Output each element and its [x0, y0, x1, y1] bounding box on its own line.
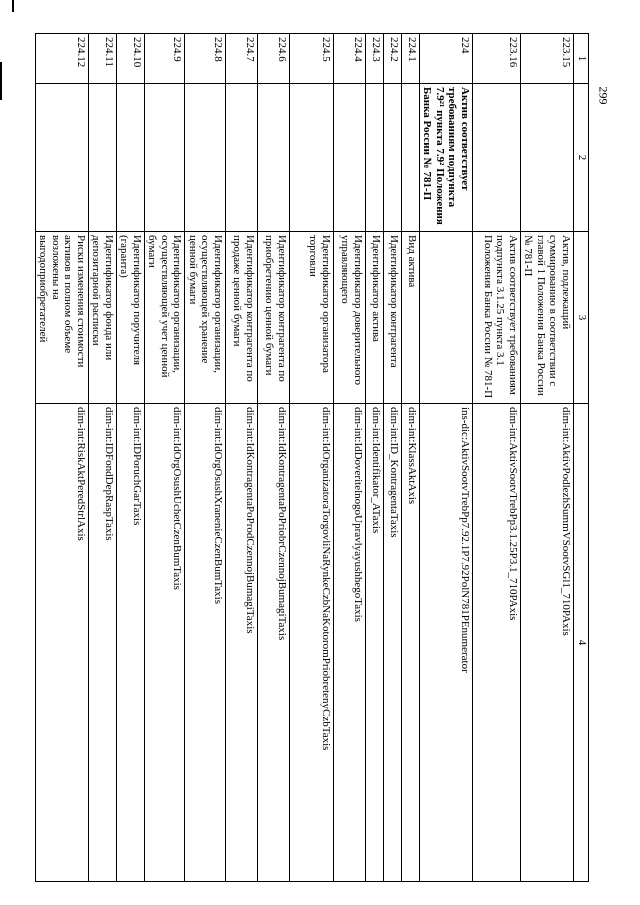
table-cell-col2: Актив соответствует требованиям подпункта 7.9²¹ пункта 7.9² Положения Банка России № 781-П [420, 84, 473, 232]
table-row [36, 34, 89, 882]
table-cell-col1: 224.11 [89, 34, 117, 84]
table-cell-col2 [384, 84, 402, 232]
table-cell-col1: 224.1 [402, 34, 420, 84]
table-cell-col3: Идентификатор контрагента по продаже ценной бумаги [226, 232, 258, 404]
table-row [384, 34, 402, 882]
table-cell-col1: 224.9 [145, 34, 186, 84]
table-cell-col3 [420, 232, 473, 404]
table-cell-col2 [36, 84, 89, 232]
table-cell-col3: Актив, подлежащий суммированию в соответствии с главой 1 Положения Банка России № 781-П [521, 232, 574, 404]
table-row [258, 34, 290, 882]
table-cell-col3: Идентификатор поручителя (гаранта) [117, 232, 145, 404]
table-row [366, 34, 384, 882]
table-cell-col1: 224 [420, 34, 473, 84]
table-cell-col4: dim-int:AktivSootvTrebPp3.1.25P3.1_710PAxis [473, 404, 521, 882]
table-cell-col4: dim-int:RiskAktPeredStrlAxis [36, 404, 89, 882]
table-cell-col1: 224.8 [185, 34, 226, 84]
table-cell-col4: dim-int:IdOrgOsushUchetCzenBumTaxis [145, 404, 186, 882]
table-row [185, 34, 226, 882]
table-cell-col2 [334, 84, 366, 232]
table-cell-col1: 224.10 [117, 34, 145, 84]
scan-mark-top [12, 0, 14, 12]
scan-mark-left [0, 62, 2, 100]
table-cell-col4: dim-int:ID_KontragentaTaxis [384, 404, 402, 882]
table-cell-col2 [402, 84, 420, 232]
table-cell-col4: dim-int:IdDoveritelnogoUpravlyayushhegoTaxis [334, 404, 366, 882]
table-cell-col2 [185, 84, 226, 232]
table-row [145, 34, 186, 882]
table-cell-col3: Идентификатор актива [366, 232, 384, 404]
table-cell-col4: dim-int:IDPoruchGarTaxis [117, 404, 145, 882]
table-cell-col3: Вид актива [402, 232, 420, 404]
table-cell-col2 [117, 84, 145, 232]
mapping-table [35, 33, 589, 882]
table-cell-col4: dim-int:IdKontragentaPoProdCzennojBumagiTaxis [226, 404, 258, 882]
table-cell-col2 [473, 84, 521, 232]
table-row [89, 34, 117, 882]
table-cell-col4: dim-int:KlassAktAxis [402, 404, 420, 882]
table-cell-col3: Идентификатор организации, осуществляющей учет ценной бумаги [145, 232, 186, 404]
table-cell-col1: 223.16 [473, 34, 521, 84]
table-cell-col1: 224.7 [226, 34, 258, 84]
table-cell-col3: Идентификатор контрагента по приобретению ценной бумаги [258, 232, 290, 404]
table-cell-col1: 224.5 [290, 34, 334, 84]
table-cell-col3: Идентификатор фонда или депозитарной расписки [89, 232, 117, 404]
table-row [521, 34, 574, 882]
table-row [117, 34, 145, 882]
table-cell-col2 [290, 84, 334, 232]
table-cell-col3: Идентификатор организации, осуществляющей хранение ценной бумаги [185, 232, 226, 404]
table-row [420, 34, 473, 882]
table-cell-col1: 224.3 [366, 34, 384, 84]
table-cell-col2 [366, 84, 384, 232]
table-cell-col2 [258, 84, 290, 232]
table-cell-col2 [521, 84, 574, 232]
header-cell-4: 4 [574, 404, 589, 882]
table-row [290, 34, 334, 882]
page-number: 299 [596, 86, 611, 105]
table-cell-col2 [89, 84, 117, 232]
table-cell-col2 [145, 84, 186, 232]
table-cell-col1: 224.6 [258, 34, 290, 84]
table-row [334, 34, 366, 882]
header-row [574, 34, 589, 882]
table-cell-col3: Идентификатор доверительного управляющего [334, 232, 366, 404]
table-cell-col3: Идентификатор организатора торговли [290, 232, 334, 404]
header-cell-1: 1 [574, 34, 589, 84]
table-cell-col4: dim-int:IdOrgOsushXranenieCzenBumTaxis [185, 404, 226, 882]
table-cell-col3: Риски изменения стоимости активов в полном объеме возложены на выгодоприобретателей [36, 232, 89, 404]
table-cell-col3: Актив соответствует требованиям подпункта 3.1.25 пункта 3.1 Положения Банка России № 781-П [473, 232, 521, 404]
table-cell-col1: 224.2 [384, 34, 402, 84]
table-cell-col4: ins-dic:AktivSootvTrebPp7.92.1P7.92PolN781PEnumerator [420, 404, 473, 882]
table-cell-col1: 224.12 [36, 34, 89, 84]
table-cell-col3: Идентификатор контрагента [384, 232, 402, 404]
table-cell-col4: dim-int:IdKontragentaPoPriobrCzennojBumagiTaxis [258, 404, 290, 882]
table-row [226, 34, 258, 882]
table-cell-col2 [226, 84, 258, 232]
table-cell-col4: dim-int:IdOrganizatoraTorgovliNaRynkeCzbNaKotoromPriobretenyCzbTaxis [290, 404, 334, 882]
table-cell-col4: dim-int:AktivPodlezhSummVSootvSGl1_710PAxis [521, 404, 574, 882]
header-cell-3: 3 [574, 232, 589, 404]
table-row [402, 34, 420, 882]
rotated-page [37, 33, 589, 881]
table-cell-col1: 224.4 [334, 34, 366, 84]
table-cell-col4: dim-int:Identifikator_ATaxis [366, 404, 384, 882]
header-cell-2: 2 [574, 84, 589, 232]
table-row [473, 34, 521, 882]
table-cell-col4: dim-int:IDFondDepRaspTaxis [89, 404, 117, 882]
table-cell-col1: 223.15 [521, 34, 574, 84]
